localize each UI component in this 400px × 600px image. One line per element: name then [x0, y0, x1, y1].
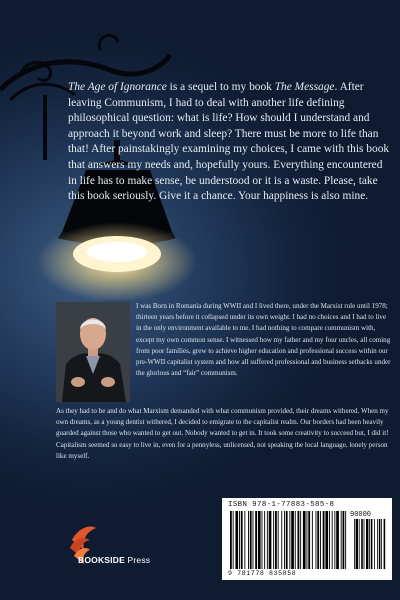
price-code: 90000	[350, 511, 372, 519]
blurb-text-2: . After leaving Communism, I had to deal with another life defining philosophical question: what is life? How should I understand and approach it beyond work and sleep? There must be more to life than that! After painstakingly examining my choices, I came with this book that answers my needs and, hopefully yours. Everything encountered in life has to make sense, be understood or it is a waste. Please, take this book seriously. Give it a chance. Your happiness is also mine.	[68, 81, 390, 203]
author-portrait	[56, 302, 130, 402]
back-cover-blurb	[68, 80, 390, 205]
publisher-name-light: Press	[124, 555, 151, 565]
flame-logo-icon	[60, 518, 180, 578]
barcode-bars	[228, 511, 388, 569]
barcode-digits: 9 781778 835858	[228, 570, 297, 577]
previous-book-title-italic: The Message	[274, 81, 335, 93]
isbn-text: ISBN 978-1-77883-585-8	[228, 501, 335, 509]
author-bio-part1: I was Born in Romania during WWII and I lived there, under the Marxist rule until 1978; thirteen years before it collapsed under its own weight. I had no choices and I had to live in the only environment available to me. I had nothing to compare communism with, except my own common sense. I witnessed how my father and my four uncles, all coming from poor families, grew to achieve higher education and professional success within our pre-WWII capitalist system and how all suffered professional and business setbacks under the glorious and “fair” communism.	[136, 302, 391, 378]
isbn-barcode	[222, 498, 392, 580]
publisher-name	[78, 555, 150, 565]
book-title-italic: The Age of Ignorance	[68, 81, 167, 93]
author-bio-part2: As they had to be and do what Marxism demanded with what communism provided, their dreams withered. When my own dreams, as a young dentist withered, I decided to emigrate to the capitalist realm. Our borders had been heavily guarded against those who wanted to get out. Nobody wanted to get in. It took some creativity to succeed but, I did it! Capitalism seemed so easy to live in, even for a pennyless, unlicensed, not speaking the local language, lonely person like myself.	[56, 407, 389, 460]
publisher-name-bold: BOOKSIDE	[78, 555, 125, 565]
blurb-text-1: is a sequel to my book	[166, 81, 275, 93]
